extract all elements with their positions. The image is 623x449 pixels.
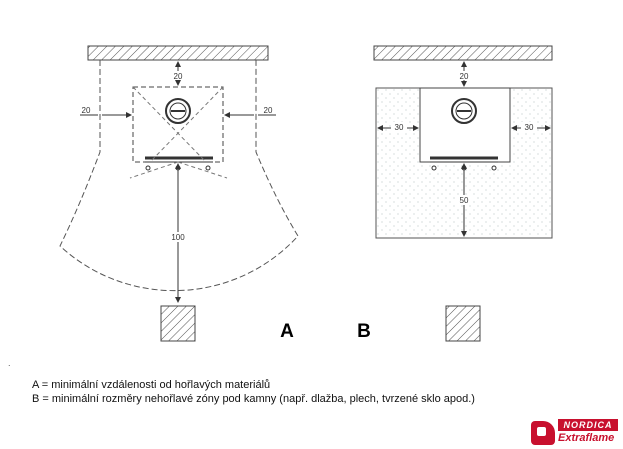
dim-b-right: 30 — [524, 123, 534, 132]
brand-logo — [531, 419, 621, 447]
legend — [32, 378, 475, 406]
dim-b-top: 20 — [459, 72, 469, 81]
sightline-left — [133, 87, 204, 160]
dim-b-front: 50 — [459, 196, 469, 205]
footnote-marker: . — [8, 358, 11, 368]
dim-a-top: 20 — [173, 72, 183, 81]
dim-a-front: 100 — [171, 233, 185, 242]
dim-a-right: 20 — [263, 106, 273, 115]
zone-a-outline — [60, 60, 298, 291]
sightline-fr — [178, 162, 227, 178]
dim-a-left: 20 — [81, 106, 91, 115]
sightline-right — [152, 87, 223, 160]
logo-brand-bottom: Extraflame — [558, 432, 615, 444]
flue-icon — [452, 99, 476, 123]
flue-icon — [166, 99, 190, 123]
logo-brand-top: NORDICA — [558, 419, 618, 431]
combustible-object-a — [161, 306, 195, 341]
label-b: B — [357, 321, 371, 342]
door-icon — [145, 158, 213, 170]
logo-mark-icon — [531, 421, 555, 445]
label-a: A — [280, 321, 294, 342]
diagram-b — [357, 46, 552, 342]
diagram-a — [60, 46, 298, 342]
wall-a — [88, 46, 268, 60]
wall-b — [374, 46, 552, 60]
legend-line-b: B = minimální rozměry nehořlavé zóny pod kamny (např. dlažba, plech, tvrzené sklo apod.) — [32, 393, 475, 405]
legend-line-a: A = minimální vzdálenosti od hořlavých materiálů — [32, 379, 271, 391]
dim-b-left: 30 — [394, 123, 404, 132]
sightline-fl — [130, 162, 178, 178]
combustible-object-b — [446, 306, 480, 341]
